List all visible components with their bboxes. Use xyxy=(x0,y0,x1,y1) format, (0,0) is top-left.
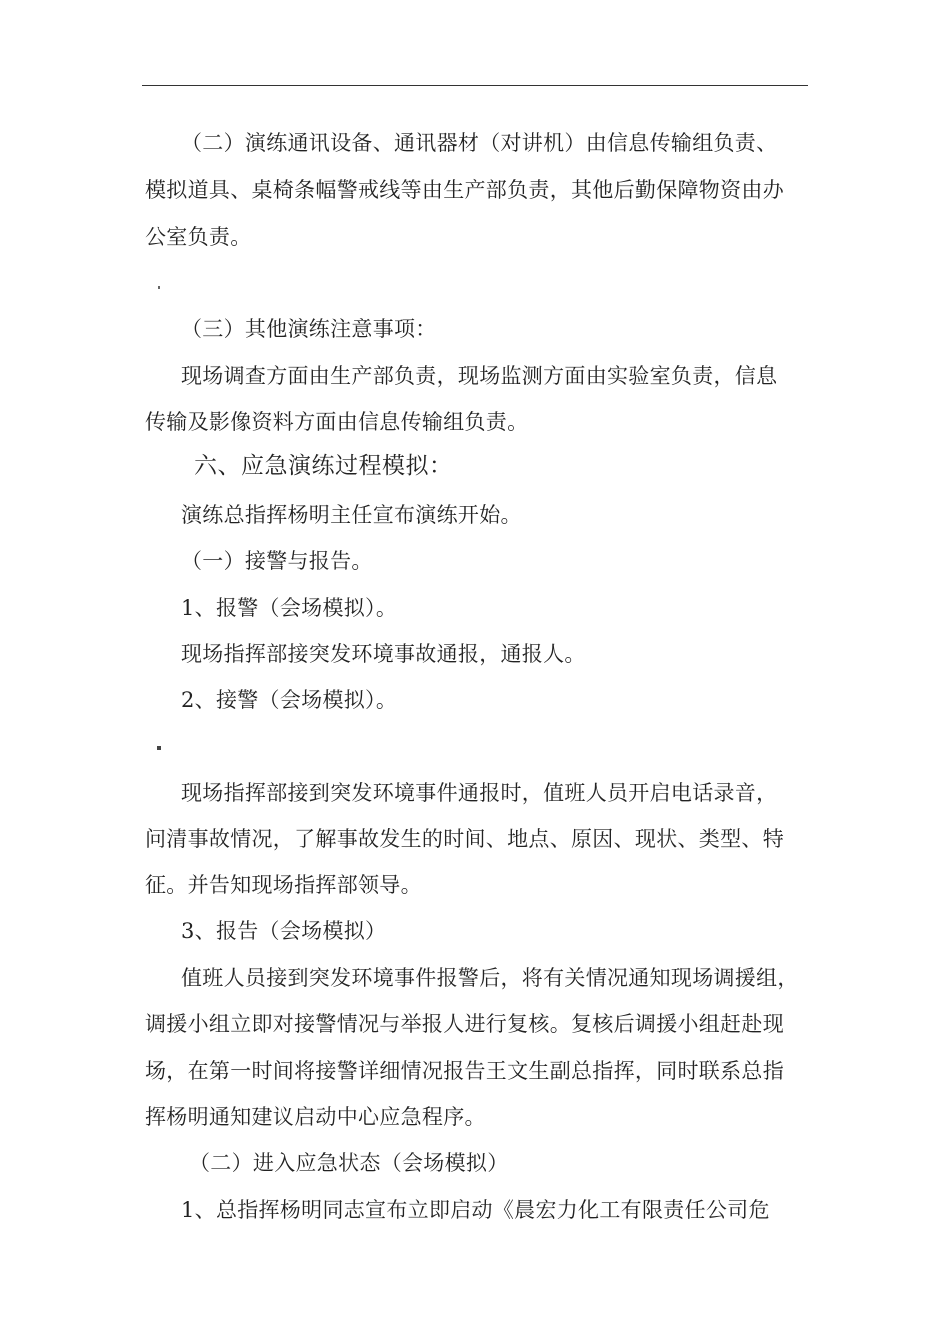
paragraph-line: 1、总指挥杨明同志宣布立即启动《晨宏力化工有限责任公司危 xyxy=(181,1198,770,1222)
scan-speck xyxy=(158,286,160,289)
paragraph-line: 现场调查方面由生产部负责，现场监测方面由实验室负责，信息 xyxy=(181,364,778,388)
paragraph-line: 传输及影像资料方面由信息传输组负责。 xyxy=(145,410,529,434)
paragraph-line: 问清事故情况，了解事故发生的时间、地点、原因、现状、类型、特 xyxy=(145,827,784,851)
section-subheading: （一）接警与报告。 xyxy=(181,549,373,573)
paragraph-line: 值班人员接到突发环境事件报警后，将有关情况通知现场调援组， xyxy=(181,966,799,990)
paragraph-line: 现场指挥部接突发环境事故通报，通报人。 xyxy=(181,642,586,666)
paragraph-line: 模拟道具、桌椅条幅警戒线等由生产部负责，其他后勤保障物资由办 xyxy=(145,178,784,202)
paragraph-line: 演练总指挥杨明主任宣布演练开始。 xyxy=(181,503,522,527)
scan-speck xyxy=(157,746,161,750)
paragraph-line: 调援小组立即对接警情况与举报人进行复核。复核后调援小组赶赴现 xyxy=(145,1012,784,1036)
paragraph-line: 场，在第一时间将接警详细情况报告王文生副总指挥，同时联系总指 xyxy=(145,1059,784,1083)
paragraph-line: 现场指挥部接到突发环境事件通报时，值班人员开启电话录音， xyxy=(181,781,778,805)
paragraph-line: 公室负责。 xyxy=(145,225,252,249)
paragraph-line: 1、报警（会场模拟）。 xyxy=(181,596,398,620)
paragraph-line: 2、接警（会场模拟）。 xyxy=(181,688,398,712)
section-subheading: （三）其他演练注意事项： xyxy=(181,317,437,341)
paragraph-line: 征。并告知现场指挥部领导。 xyxy=(145,873,422,897)
paragraph-line: 3、报告（会场模拟） xyxy=(181,919,387,943)
header-rule xyxy=(142,85,808,86)
paragraph-line: 挥杨明通知建议启动中心应急程序。 xyxy=(145,1105,486,1129)
section-heading: 六、应急演练过程模拟： xyxy=(194,453,453,479)
section-subheading: （二）进入应急状态（会场模拟） xyxy=(189,1151,509,1175)
paragraph-line: （二）演练通讯设备、通讯器材（对讲机）由信息传输组负责、 xyxy=(181,131,778,155)
